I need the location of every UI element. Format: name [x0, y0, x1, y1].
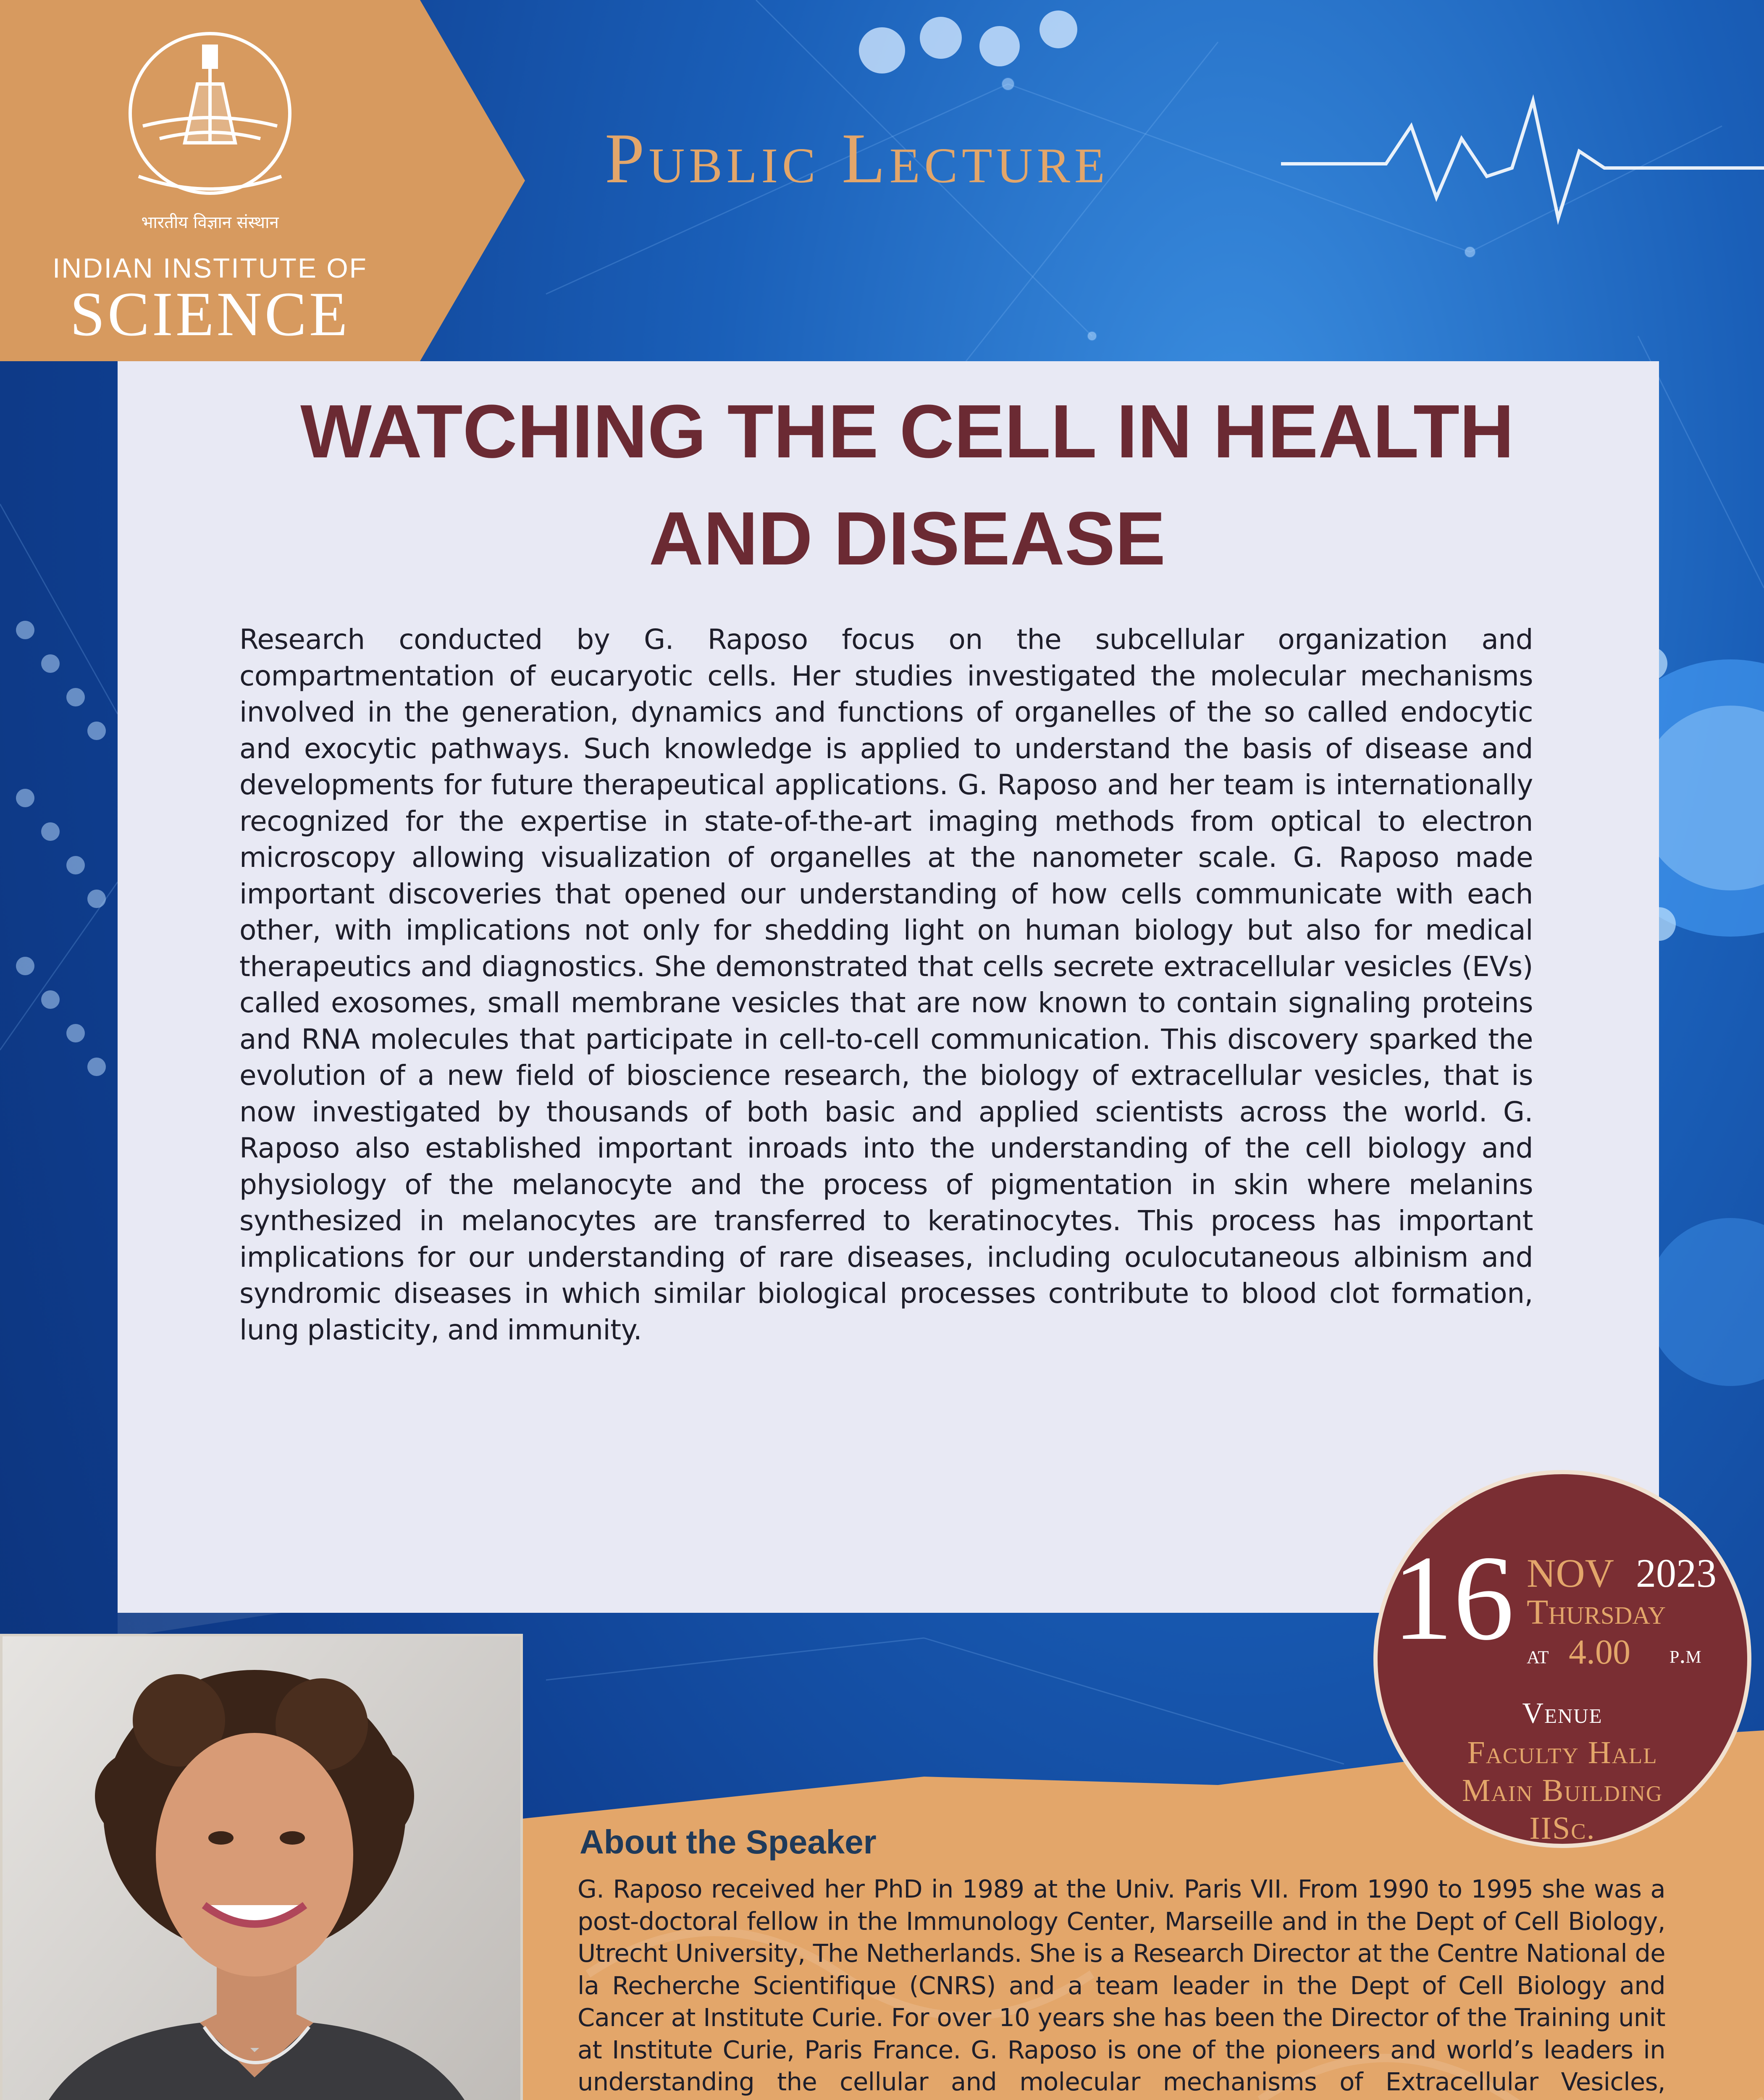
venue-line-1: Faculty Hall	[1467, 1735, 1658, 1770]
speaker-portrait-icon	[3, 1636, 520, 2100]
venue-line-2: Main Building	[1462, 1773, 1663, 1808]
date-month: NOV	[1527, 1551, 1614, 1596]
speaker-photo	[0, 1634, 523, 2100]
institute-name-line-1: INDIAN INSTITUTE OF	[52, 252, 368, 284]
institute-hindi-name: भारतीय विज्ञान संस्थान	[141, 213, 279, 232]
about-speaker-heading: About the Speaker	[580, 1823, 877, 1861]
date-year: 2023	[1636, 1551, 1717, 1596]
venue-label: Venue	[1522, 1697, 1603, 1730]
event-time-ampm: p.m	[1670, 1641, 1701, 1668]
institute-name-line-2: SCIENCE	[70, 279, 350, 349]
event-time: 4.00	[1569, 1633, 1630, 1672]
date-day: 16	[1392, 1530, 1514, 1665]
lecture-abstract: Research conducted by G. Raposo focus on the subcellular organization and compartmentation of eucaryotic cells. Her studies investigated the molecular mechanisms involved in the generation, dynamics and functions of organelles of the so called endocytic and exocytic pathways. Such knowledge is applied to understand the basis of disease and developments for future therapeutical applications. G. Raposo and her team is internationally recognized for the expertise in state-of-the-art imaging methods from optical to electron microscopy allowing visualization of organelles at the nanometer scale. G. Raposo made important discoveries that opened our understanding of how cells communicate with each other, with implications not only for shedding light on human biology but also for medical therapeutics and diagnostics. She demonstrated that cells secrete extracellular vesicles (EVs) called exosomes, small membrane vesicles that are now known to contain signaling proteins and RNA molecules that participate in cell-to-cell communication. This discovery sparked the evolution of a new field of bioscience research, the biology of extracellular vesicles, that is now investigated by thousands of both basic and applied scientists across the world. G. Raposo also established important inroads into the understanding of the cell biology and physiology of the melanocyte and the process of pigmentation in skin where melanins synthesized in melanocytes are transferred to keratinocytes. This process has important implications for our understanding of rare diseases, including oculocutaneous albinism and syndromic diseases in which similar biological processes contribute to blood clot formation, lung plasticity, and immunity.	[239, 623, 1533, 1346]
lecture-title: WATCHING THE CELL IN HEALTH AND DISEASE	[300, 389, 1514, 581]
about-speaker-text: G. Raposo received her PhD in 1989 at the Univ. Paris VII. From 1990 to 1995 she was a post-doctoral fellow in the Immunology Center, Marseille and in the Dept of Cell Biology, Utrecht University, The Netherlands. She is a Research Director at the Centre National de la Recherche Scientifique (CNRS) and a team leader in the Dept of Cell Biology and Cancer at Institute Curie. For over 10 years she has been the Director of the Training unit at Institute Curie, Paris France. G. Raposo is one of the pioneers and world’s leaders in understanding the cellular and molecular mechanisms of Extracellular Vesicles,	[578, 1874, 1665, 2096]
date-weekday: Thursday	[1527, 1593, 1666, 1632]
time-at-label: at	[1527, 1641, 1549, 1669]
venue-line-3: IISc.	[1529, 1811, 1596, 1846]
event-type-heading: Public Lecture	[605, 119, 1109, 198]
